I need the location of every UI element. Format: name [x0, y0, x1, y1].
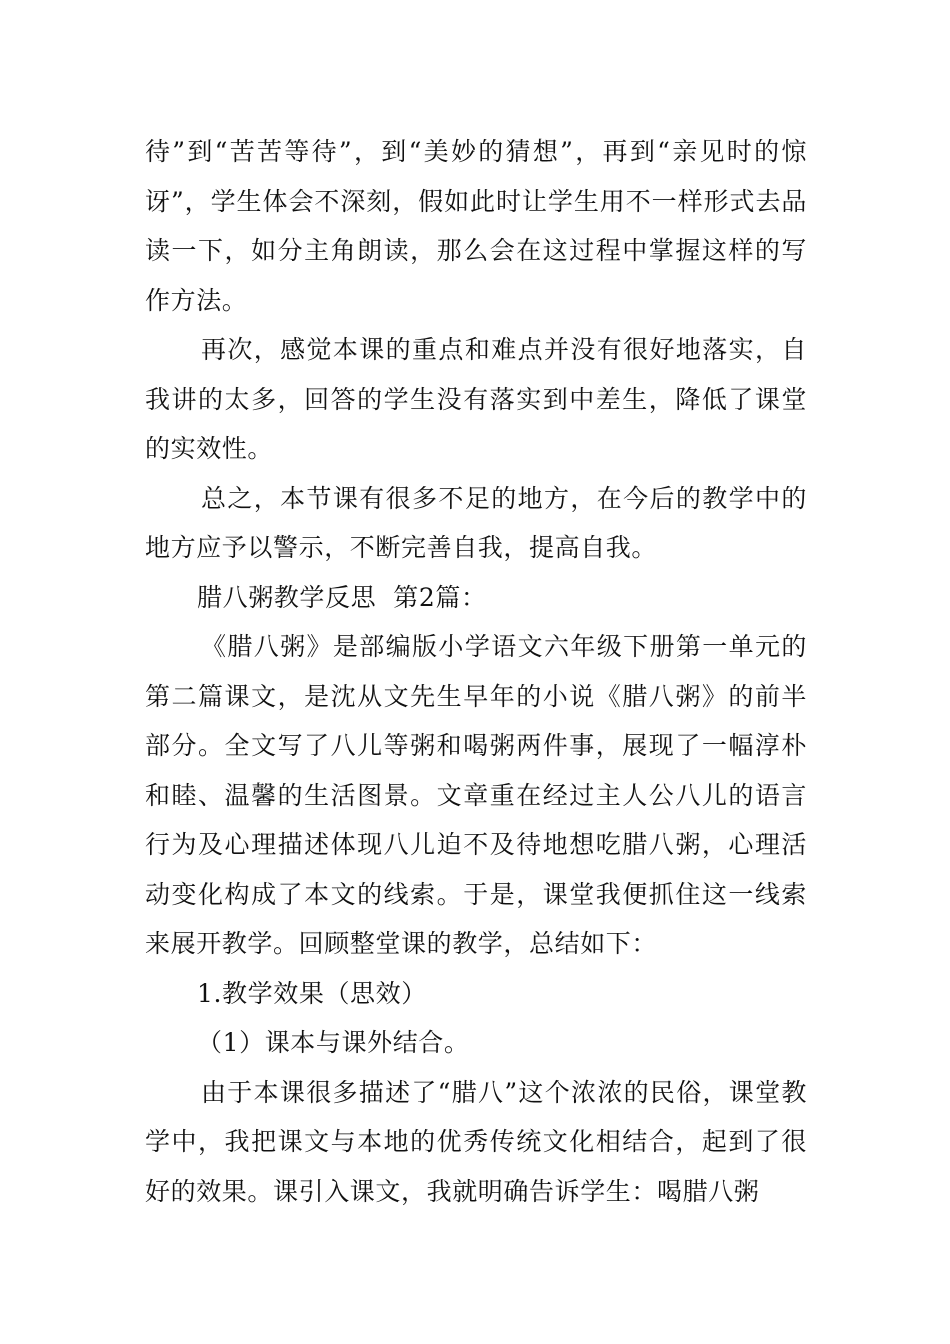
- paragraph-2: 再次，感觉本课的重点和难点并没有很好地落实，自我讲的太多，回答的学生没有落实到中差生，降低了课堂的实效性。: [145, 335, 807, 463]
- paragraph-1: 待”到“苦苦等待”，到“美妙的猜想”，再到“亲见时的惊讶”，学生体会不深刻，假如此时让学生用不一样形式去品读一下，如分主角朗读，那么会在这过程中掌握这样的写作方法。: [145, 137, 807, 315]
- section-heading: 腊八粥教学反思 第2篇：: [197, 582, 487, 612]
- subheading-textbook-combination: （1）课本与课外结合。: [197, 1028, 470, 1057]
- document-page: [145, 127, 807, 1216]
- paragraph-3: 总之，本节课有很多不足的地方，在今后的教学中的地方应予以警示，不断完善自我，提高自我。: [145, 483, 807, 562]
- paragraph-5: 《腊八粥》是部编版小学语文六年级下册第一单元的第二篇课文，是沈从文先生早年的小说《腊八粥》的前半部分。全文写了八儿等粥和喝粥两件事，展现了一幅淳朴和睦、温馨的生活图景。文章重在经过主人公八儿的语言行为及心理描述体现八儿迫不及待地想吃腊八粥，心理活动变化构成了本文的线索。于是，课堂我便抓住这一线索来展开教学。回顾整堂课的教学，总结如下：: [145, 632, 807, 958]
- paragraph-8: 由于本课很多描述了“腊八”这个浓浓的民俗，课堂教学中，我把课文与本地的优秀传统文化相结合，起到了很好的效果。课引入课文，我就明确告诉学生：喝腊八粥: [145, 1077, 807, 1206]
- subheading-teaching-effect: 1.教学效果（思效）: [197, 978, 427, 1008]
